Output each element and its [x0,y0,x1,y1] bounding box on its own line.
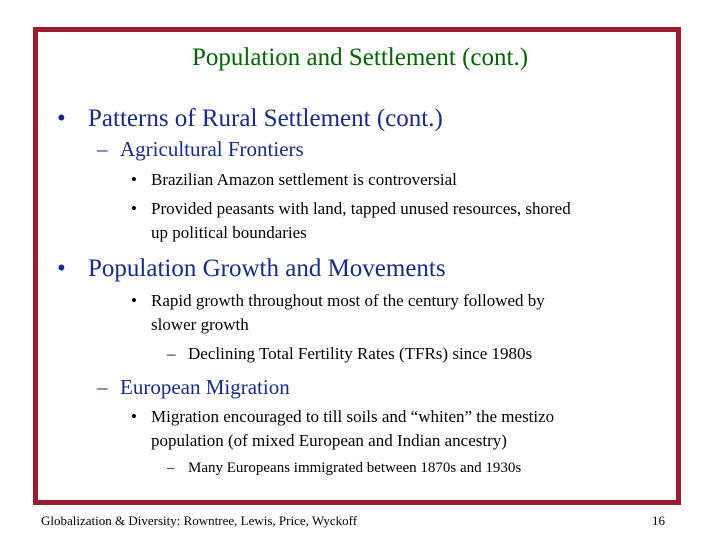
item-declining-tfr: Declining Total Fertility Rates (TFRs) since 1980s [188,344,533,363]
bullet-marker: • [57,105,66,132]
item-many-europeans: Many Europeans immigrated between 1870s and 1930s [188,460,522,476]
dash-marker: – [167,460,175,476]
subbullet-european-migration: European Migration [120,375,290,399]
bullet-rural-settlement: Patterns of Rural Settlement (cont.) [88,105,443,132]
dash-marker: – [97,375,108,399]
item-migration-encouraged: Migration encouraged to till soils and “whiten” the mestizo [151,407,555,426]
bullet-marker: • [57,255,66,282]
page-number: 16 [652,513,665,528]
dash-marker: – [167,344,176,363]
bullet-population-growth: Population Growth and Movements [88,255,446,282]
slide-title: Population and Settlement (cont.) [191,44,529,71]
item-brazilian-amazon: Brazilian Amazon settlement is controversial [151,170,457,189]
item-provided-peasants: Provided peasants with land, tapped unused resources, shored [151,199,571,218]
item-rapid-growth: Rapid growth throughout most of the century followed by [151,291,545,310]
item-migration-encouraged-cont: population (of mixed European and Indian ancestry) [151,431,507,450]
bullet-marker: • [131,170,137,189]
bullet-marker: • [131,407,137,426]
item-rapid-growth-cont: slower growth [151,315,249,334]
dash-marker: – [97,137,108,161]
item-provided-peasants-cont: up political boundaries [151,223,307,242]
bullet-marker: • [131,291,137,310]
subbullet-agricultural-frontiers: Agricultural Frontiers [120,137,304,161]
footer-source: Globalization & Diversity: Rowntree, Lewis, Price, Wyckoff [41,513,358,528]
bullet-marker: • [131,199,137,218]
